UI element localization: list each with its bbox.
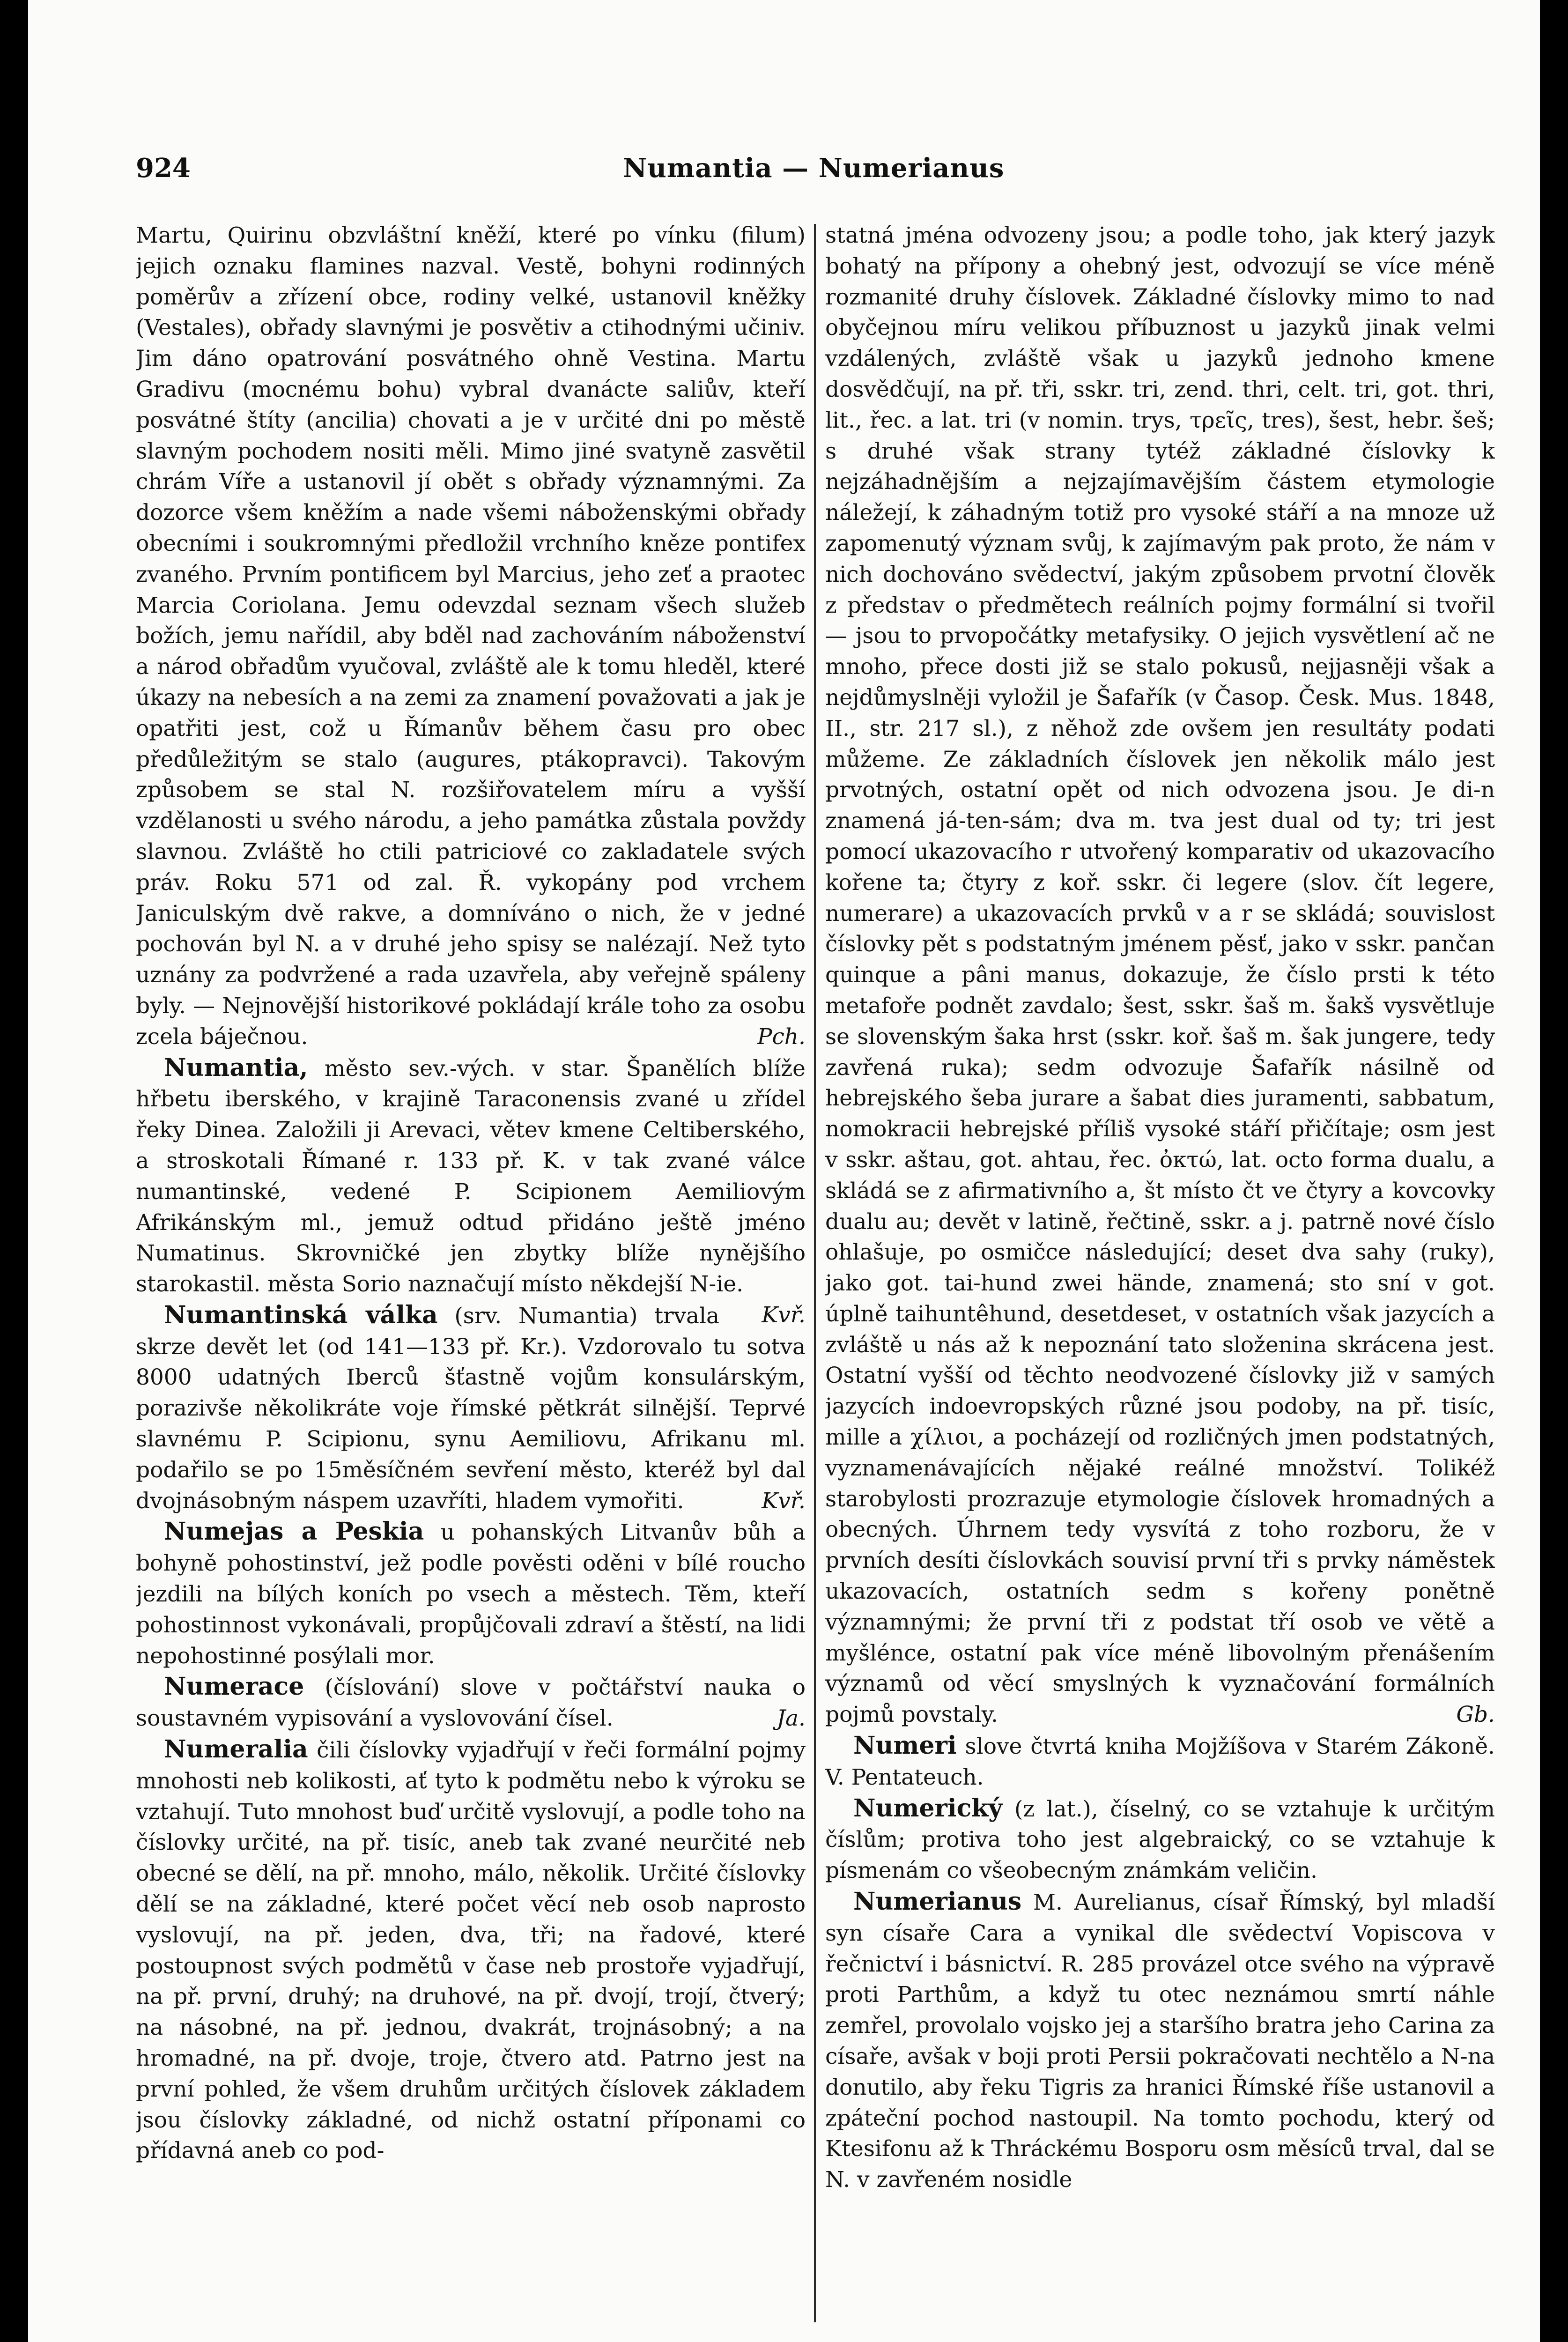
- author-signature: Kvř.: [762, 1302, 806, 1328]
- headword-numerianus: Numerianus: [853, 1887, 1022, 1916]
- page-header: [136, 149, 1503, 191]
- entry-text: město sev.-vých. v star. Španělích blíže hřbetu iberského, v krajině Taraconensis zvané u zřídel řeky Dinea. Založili ji Arevaci, větev kmene Celtiberského, a stroskotali Římané r. 133 př. K. v tak zvané válce numantinské, vedené P. Scipionem Aemiliovým Afrikánským ml., jemuž odtud přidáno ještě jméno Numatinus. Skrovničké jen zbytky blíže nynějšího starokastil. města Sorio naznačují místo někdejší N-ie.: [136, 1055, 806, 1297]
- numa-entry-continuation: [136, 220, 806, 1052]
- entry-numejas: [136, 1516, 806, 1671]
- left-column: [136, 220, 806, 2342]
- entry-text: M. Aurelianus, císař Římský, byl mladší syn císaře Cara a vynikal dle svědectví Vopiscova v řečnictví i básnictví. R. 285 provázel otce svého na výpravě proti Parthům, a když tu otec neznámou smrtí náhle zemřel, provolalo vojsko jej a staršího bratra jeho Carina za císaře, avšak v boji proti Persii pokračovati nechtělo a N-na donutilo, aby řeku Tigris za hranici Římské říše ustanovil a zpáteční pochod nastoupil. Na tomto pochodu, který od Ktesifonu až k Thráckému Bosporu osm měsíců trval, dal se N. v zavřeném nosidle: [825, 1890, 1495, 2193]
- entry-text: (číslování) slove v počtářství nauka o soustavném vypisování a vyslovování čísel.: [136, 1675, 806, 1732]
- author-signature: Pch.: [757, 1023, 806, 1050]
- entry-text: statná jména odvozeny jsou; a podle toho, jak který jazyk bohatý na přípony a ohebný jest, odvozují se více méně rozmanité druhy číslovek. Základné číslovky mimo to nad obyčejnou míru velikou příbuznost u jazyků jinak velmi vzdálených, zvláště však u jazyků jednoho kmene dosvědčují, na př. tři, sskr. tri, zend. thri, celt. tri, got. thri, lit., řec. a lat. tri (v nomin. trys, τρεῖς, tres), šest, hebr. šeš; s druhé však strany tytéž základné číslovky k nejzáhadnějším a nejzajímavějším částem etymologie náležejí, k záhadným totiž pro vysoké stáří a na mnoze už zapomenutý význam svůj, k zajímavým pak proto, že nám v nich dochováno svědectví, jakým způsobem prvotní člověk z představ o předmětech reálních pojmy formální si tvořil — jsou to prvopočátky metafysiky. O jejich vysvětlení ač ne mnoho, přece dosti již se stalo pokusů, nejjasněji však a nejdůmyslněji vyložil je Šafařík (v Časop. Česk. Mus. 1848, II., str. 217 sl.), z něhož zde ovšem jen resultáty podati můžeme. Ze základních číslovek jen několik málo jest prvotných, ostatní opět od nich odvozena jsou. Je di-n znamená já-ten-sám; dva m. tva jest dual od ty; tri jest pomocí ukazovacího r utvořený komparativ od ukazovacího kořene ta; čtyry z koř. sskr. či legere (slov. čít legere, numerare) a ukazovacích prvků v a r se skládá; souvislost číslovky pět s podstatným jménem pěsť, jako v sskr. pančan quinque a pâni manus, dokazuje, že číslo prsti k této metafoře podnět zavdalo; šest, sskr. šaš m. šakš vysvětluje se slovenským šaka hrst (sskr. koř. šaš m. šak jungere, tedy zavřená ruka); sedm odvozuje Šafařík násilně od hebrejského šeba jurare a šabat dies juramenti, sabbatum, nomokracii hebrejské příliš vysoké stáří přičítaje; osm jest v sskr. aštau, got. ahtau, řec. ὀκτώ, lat. octo forma dualu, a skládá se z afirmativního a, št místo čt ve čtyry a kovcovky dualu au; devět v latině, řečtině, sskr. a j. patrně nové číslo ohlašuje, po osmičce následující; deset dva sahy (ruky), jako got. tai-hund zwei hände, znamená; sto sní v got. úplně taihuntêhund, desetdeset, v ostatních však jazycích a zvláště u nás až k nepoznání tato složenina skrácena jest. Ostatní vyšší od těchto neodvozené číslovky již v samých jazycích indoevropských různé jsou podoby, na př. tisíc, mille a χίλιοι, a pocházejí od rozličných jmen podstatných, vyznamenávajících nějaké reálné množství. Tolikéž starobylosti prozrazuje etymologie číslovek hromadných a obecných. Úhrnem tedy vysvítá z toho rozboru, že v prvních desíti číslovkách souvisí první tři s prvky náměstek ukazovacích, ostatních sedm s kořeny ponětně významnými; že první tři z podstat tří osob ve větě a myšlénce, ostatní pak více méně libovolným přenášením významů od věcí smyslných k vyznačování formálních pojmů povstaly.: [825, 222, 1495, 1728]
- entry-text: Martu, Quirinu obzvláštní kněží, které po vínku (filum) jejich oznaku flamines nazval. Vestě, bohyni rodinných poměrův a zřízení obce, rodiny velké, ustanovil kněžky (Vestales), obřady slavnými je posvětiv a ctihodnými učiniv. Jim dáno opatrování posvátného ohně Vestina. Martu Gradivu (mocnému bohu) vybral dvanácte saliův, kteří posvátné štíty (ancilia) chovati a je v určité dni po městě slavným pochodem nositi měli. Mimo jiné svatyně zasvětil chrám Víře a ustanovil jí obět s obřady významnými. Za dozorce všem kněžím a nade všemi náboženskými obřady obecními i soukromnými předložil vrchního kněze pontifex zvaného. Prvním pontificem byl Marcius, jeho zeť a praotec Marcia Coriolana. Jemu odevzdal seznam všech služeb božích, jemu nařídil, aby bděl nad zachováním náboženství a národ obřadům vyučoval, zvláště ale k tomu hleděl, které úkazy na nebesích a na zemi za znamení považovati a jak je opatřiti jest, což u Římanův během času pro obec předůležitým se stalo (augures, ptákopravci). Takovým způsobem se stal N. rozšiřovatelem míru a vyšší vzdělanosti u svého národu, a jeho památka zůstala povždy slavnou. Zvláště ho ctili patriciové co zakladatele svých práv. Roku 571 od zal. Ř. vykopány pod vrchem Janiculským dvě rakve, a domníváno o nich, že v jedné pochován byl N. a v druhé jeho spisy se nalézají. Než tyto uznány za podvržené a rada uzavřela, aby veřejně spáleny byly. — Nejnovější historikové pokládají krále toho za osobu zcela báječnou.: [136, 222, 806, 1050]
- column-rule: [814, 224, 816, 2322]
- entry-numeri: [825, 1730, 1495, 1793]
- numeralia-continuation: [825, 220, 1495, 1730]
- headword-numeralia: Numeralia: [164, 1735, 308, 1764]
- running-title: Numantia — Numerianus: [623, 153, 1005, 184]
- headword-numantinska-valka: Numantinská válka: [164, 1300, 438, 1329]
- right-column: [825, 220, 1495, 2342]
- page-number: 924: [136, 153, 191, 184]
- author-signature: Gb.: [1456, 1702, 1495, 1728]
- headword-numeri: Numeri: [853, 1731, 957, 1760]
- entry-numerace: [136, 1671, 806, 1734]
- entry-text: (z lat.), číselný, co se vztahuje k určitým číslům; protiva toho jest algebraický, co se vztahuje k písmenám co všeobecným známkám veličin.: [825, 1796, 1495, 1884]
- entry-numerianus: [825, 1886, 1495, 2195]
- scan-border-right: [1540, 0, 1568, 2342]
- headword-numericky: Numerický: [853, 1794, 1003, 1823]
- headword-numantia: Numantia,: [164, 1053, 308, 1082]
- headword-numejas: Numejas a Peskia: [164, 1517, 424, 1546]
- entry-text: slove čtvrtá kniha Mojžíšova v Starém Zákoně. V. Pentateuch.: [825, 1734, 1495, 1790]
- author-signature: Kvř.: [762, 1488, 806, 1514]
- entry-numeralia: [136, 1734, 806, 2166]
- author-signature: Ja.: [777, 1705, 806, 1732]
- headword-numerace: Numerace: [164, 1672, 304, 1701]
- entry-text: u pohanských Litvanův bůh a bohyně pohostinství, jež podle pověsti oděni v bílé roucho jezdili na bílých koních po vsech a městech. Těm, kteří pohostinnost vykonávali, propůjčovali zdraví a štěstí, na lidi nepohostinné posýlali mor.: [136, 1519, 806, 1669]
- entry-text: (srv. Numantia) trvala skrze devět let (od 141—133 př. Kr.). Vzdorovalo tu sotva 8000 udatných Iberců šťastně vojům konsulárským, porazivše několikráte voje římské pětkrát silnější. Teprvé slavnému P. Scipionu, synu Aemiliovu, Afrikanu ml. podařilo se po 15měsíčném sevření město, kteréž byl dal dvojnásobným náspem uzavříti, hladem vymořiti.: [136, 1303, 806, 1514]
- entry-text: čili číslovky vyjadřují v řeči formální pojmy mnohosti neb kolikosti, ať tyto k podmětu nebo k výroku se vztahují. Tuto mnohost buď určitě vyslovují, a podle toho na číslovky určité, na př. tisíc, aneb tak zvané neurčité neb obecné se dělí, na př. mnoho, málo, několik. Určité číslovky dělí se na základné, které počet věcí neb osob naprosto vyslovují, na př. jeden, dva, tři; na řadové, které postoupnost svých podmětů v čase neb prostoře vyjadřují, na př. první, druhý; na druhové, na př. dvojí, trojí, čtverý; na násobné, na př. jednou, dvakrát, trojnásobný; a na hromadné, na př. dvoje, troje, čtvero atd. Patrno jest na první pohled, že všem druhům určitých číslovek základem jsou číslovky základné, od nichž ostatní příponami co přídavná aneb co pod-: [136, 1737, 806, 2164]
- scan-border-left: [0, 0, 28, 2342]
- entry-numantinska-valka: [136, 1300, 806, 1517]
- entry-numericky: [825, 1793, 1495, 1886]
